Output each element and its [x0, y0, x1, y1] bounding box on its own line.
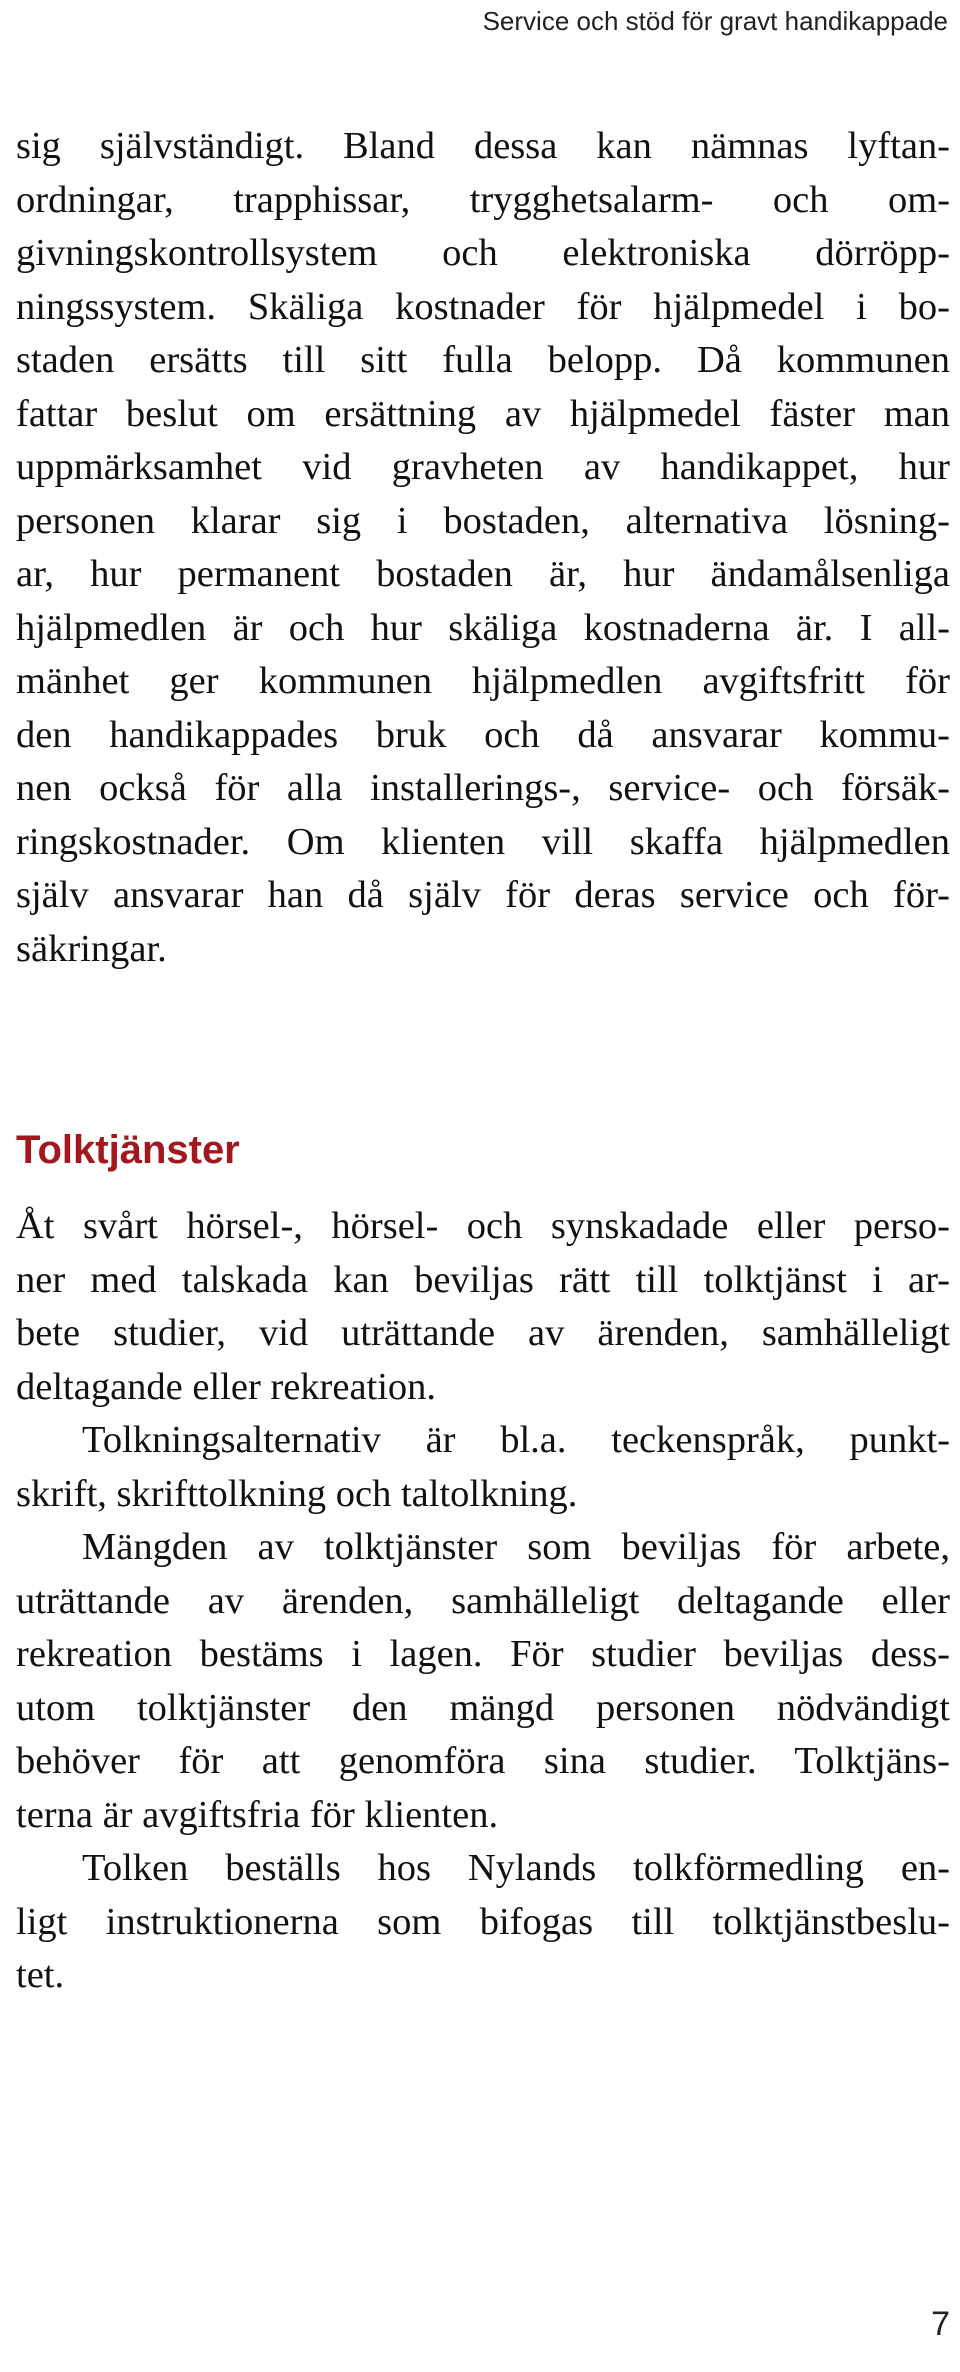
text-line: skrift, skrifttolkning och taltolkning. [16, 1472, 578, 1515]
text-line: givningskontrollsystem och elektroniska dörröpp- [16, 232, 950, 274]
text-line: nen också för alla installerings-, service- och försäk- [16, 767, 950, 809]
text-line: behöver för att genomföra sina studier. Tolktjäns- [16, 1740, 950, 1782]
body-text-continued [16, 120, 950, 976]
text-line: staden ersätts till sitt fulla belopp. Då kommunen [16, 339, 950, 381]
text-line: ligt instruktionerna som bifogas till tolktjänstbeslu- [16, 1900, 950, 1943]
text-line: utom tolktjänster den mängd personen nödvändigt [16, 1686, 950, 1729]
text-line: ringskostnader. Om klienten vill skaffa hjälpmedlen [16, 820, 950, 863]
text-line: Tolkningsalternativ är bl.a. teckenspråk, punkt- [82, 1419, 950, 1461]
running-header: Service och stöd för gravt handikappade [482, 6, 948, 36]
text-line: deltagande eller rekreation. [16, 1365, 437, 1408]
text-line: säkringar. [16, 927, 167, 970]
text-line: själv ansvarar han då själv för deras service och för- [16, 874, 950, 916]
text-line: hjälpmedlen är och hur skäliga kostnaderna är. I all- [16, 606, 950, 649]
text-line: ner med talskada kan beviljas rätt till tolktjänst i ar- [16, 1258, 950, 1301]
text-line: uträttande av ärenden, samhälleligt deltagande eller [16, 1579, 950, 1622]
text-line: ningssystem. Skäliga kostnader för hjälpmedel i bo- [16, 285, 950, 328]
text-line: den handikappades bruk och då ansvarar kommu- [16, 713, 950, 756]
page-number: 7 [931, 2305, 950, 2343]
text-line: sig självständigt. Bland dessa kan nämnas lyftan- [16, 125, 950, 167]
text-line: terna är avgiftsfria för klienten. [16, 1793, 499, 1836]
text-line: fattar beslut om ersättning av hjälpmedel fäster man [16, 392, 950, 435]
text-line: rekreation bestäms i lagen. För studier beviljas dess- [16, 1633, 950, 1675]
section-body [16, 1200, 950, 2003]
text-line: ar, hur permanent bostaden är, hur ändamålsenliga [16, 553, 950, 595]
text-line: Mängden av tolktjänster som beviljas för arbete, [82, 1526, 950, 1568]
text-line: bete studier, vid uträttande av ärenden, samhälleligt [16, 1312, 950, 1354]
text-line: Tolken beställs hos Nylands tolkförmedling en- [82, 1847, 950, 1889]
text-line: personen klarar sig i bostaden, alternativa lösning- [16, 499, 950, 542]
text-line: tet. [16, 1954, 65, 1996]
text-line: ordningar, trapphissar, trygghetsalarm- och om- [16, 178, 950, 221]
section-heading: Tolktjänster [16, 1128, 240, 1172]
text-line: uppmärksamhet vid gravheten av handikappet, hur [16, 446, 950, 488]
text-line: mänhet ger kommunen hjälpmedlen avgiftsfritt för [16, 660, 950, 702]
text-line: Åt svårt hörsel-, hörsel- och synskadade eller perso- [16, 1205, 950, 1247]
